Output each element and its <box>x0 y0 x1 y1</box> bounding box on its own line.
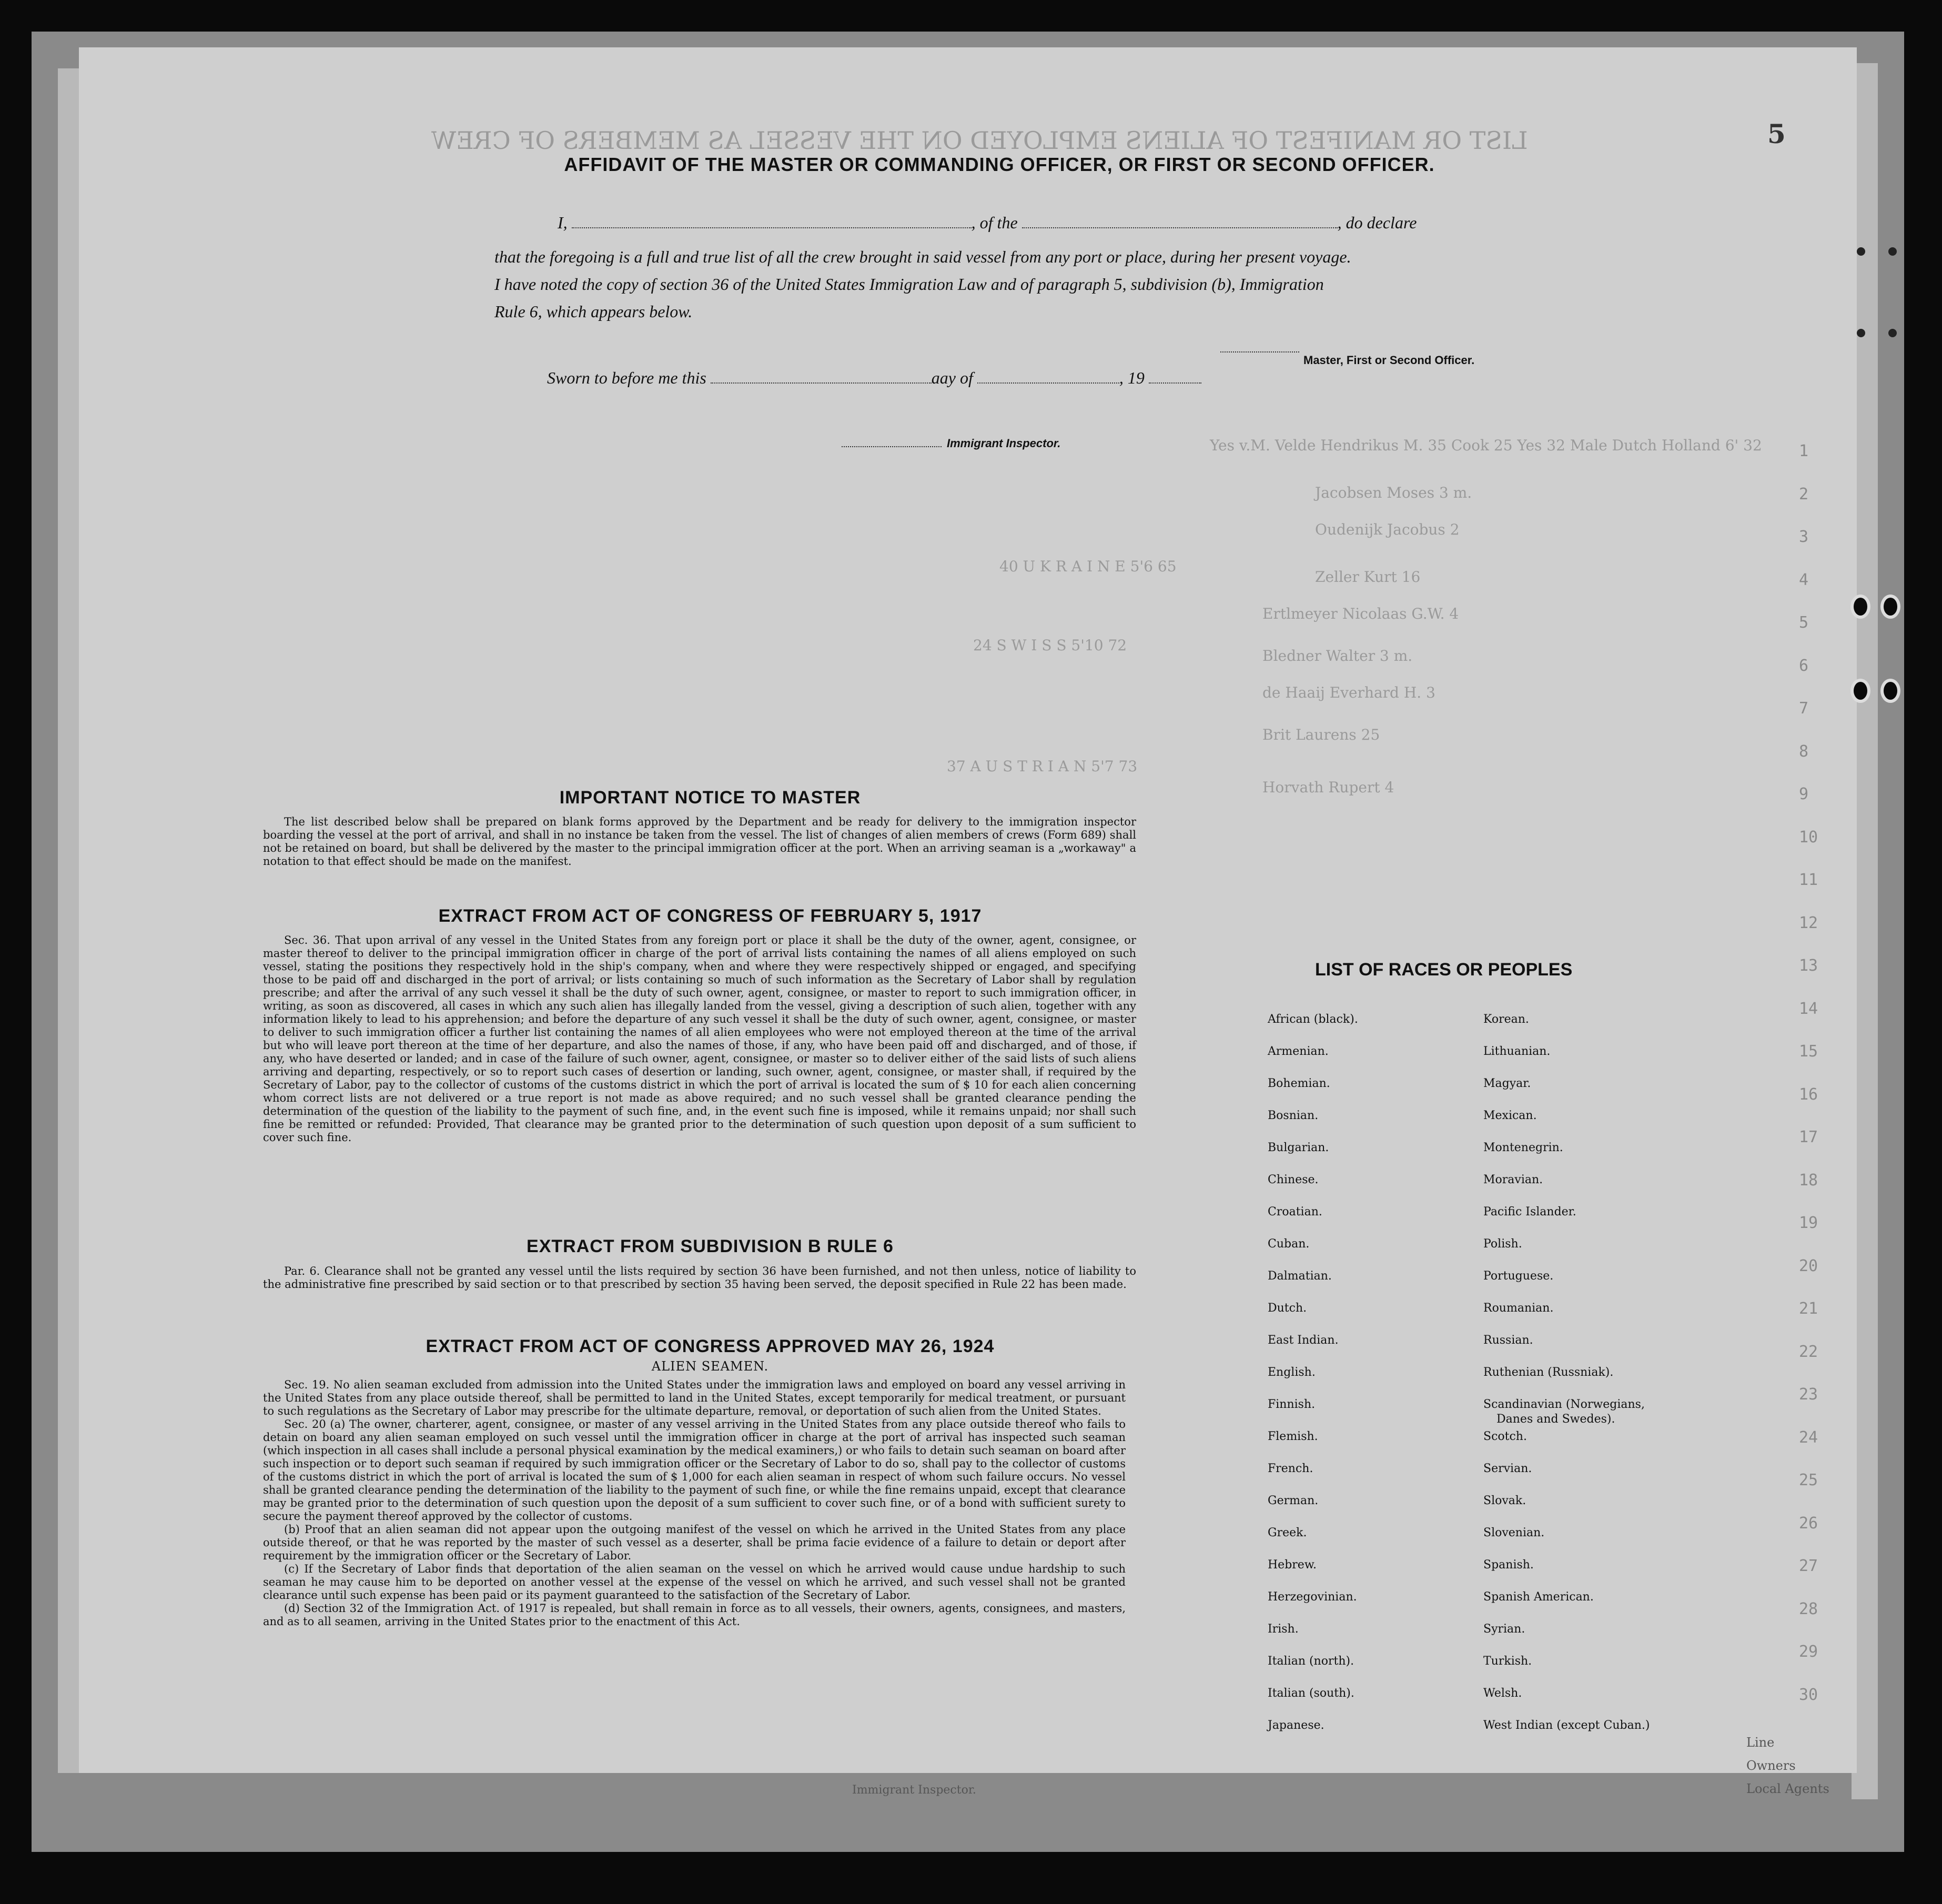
notice-paragraph: The list described below shall be prepared on blank forms approved by the Department and be ready for delivery to the immigration inspector boarding the vessel at the port of arrival, and shall in no instance be taken from the vessel. The list of changes of alien members of crews (Form 689) shall not be retained on board, but shall be delivered by the master to the principal immigration officer at the port. When an arriving seaman is a „workaway" a notation to that effect should be made on the manifest. <box>263 815 1136 868</box>
ghost-row: 37 A U S T R I A N 5'7 73 <box>947 758 1138 775</box>
row-number: 3 <box>1799 528 1809 546</box>
sworn-start: Sworn to before me this <box>547 368 706 387</box>
act-1924-subtitle: ALIEN SEAMEN. <box>651 1359 769 1374</box>
ghost-row: Brit Laurens 25 <box>1262 726 1380 743</box>
race-item: Scotch. <box>1483 1430 1527 1443</box>
race-item: Finnish. <box>1268 1398 1316 1411</box>
race-item: Slovak. <box>1483 1494 1526 1507</box>
race-item: Cuban. <box>1268 1237 1310 1251</box>
race-item: Montenegrin. <box>1483 1141 1563 1154</box>
ghost-row: de Haaij Everhard H. 3 <box>1262 684 1435 701</box>
rule6-title: EXTRACT FROM SUBDIVISION B RULE 6 <box>527 1236 894 1256</box>
affidavit-line-3: I have noted the copy of section 36 of the United States Immigration Law and of paragraph 5, subdivision (b), Immigration <box>494 275 1324 294</box>
race-item: Flemish. <box>1268 1430 1318 1443</box>
bottom-label: Owners <box>1746 1758 1796 1773</box>
rule6-paragraph: Par. 6. Clearance shall not be granted any vessel until the lists required by section 36 have been furnished, and not then unless, notice of liability to the administrative fine prescribed by said section or to that prescribed by section 35 having been served, the deposit specified in Rule 22 has been made. <box>263 1265 1136 1291</box>
row-number: 12 <box>1799 913 1818 932</box>
affidavit-line-4: Rule 6, which appears below. <box>494 302 693 321</box>
inspector-signature-blank <box>842 446 942 447</box>
punch-mark-icon <box>1857 329 1865 337</box>
race-item: Dutch. <box>1268 1302 1307 1315</box>
binder-ring-icon <box>1850 679 1870 703</box>
row-number: 20 <box>1799 1256 1818 1275</box>
row-number: 25 <box>1799 1471 1818 1489</box>
affidavit-line-1 <box>558 213 1417 233</box>
race-item: Hebrew. <box>1268 1558 1317 1571</box>
affidavit-i: I, <box>558 213 568 232</box>
race-item: Italian (north). <box>1268 1655 1354 1668</box>
race-item: Pacific Islander. <box>1483 1205 1576 1218</box>
sworn-year: , 19 <box>1119 368 1145 387</box>
race-item: English. <box>1268 1366 1316 1379</box>
act-1924-sec20a: Sec. 20 (a) The owner, charterer, agent, consignee, or master of any vessel arriving in the United States from any place outside thereof who fails to detain on board any alien seaman employed on such vessel until the immigration officer in charge at the port of arrival has inspected such seaman (which inspection in all cases shall include a personal physical examination by the medical examiners,) or who fails to detain such seaman on board after such inspection or to deport such seaman if required by such immigration officer or the Secretary of Labor to do so, shall pay to the collector of customs of the customs district in which the port of arrival is located the sum of $ 1,000 for each alien seaman in respect of whom such failure occurs. No vessel shall be granted clearance pending the determination of the liability to the payment of such fine, or while the fine remains unpaid, except that clearance may be granted prior to the determination of such question upon the deposit of a sum sufficient to cover such fine, or of a bond with sufficient surety to secure the payment thereof approved by the collector of customs. <box>263 1418 1126 1523</box>
row-number: 17 <box>1799 1128 1818 1146</box>
row-number: 5 <box>1799 613 1809 632</box>
race-item: Ruthenian (Russniak). <box>1483 1366 1614 1379</box>
row-number: 27 <box>1799 1557 1818 1575</box>
inspector-label: Immigrant Inspector. <box>947 437 1061 450</box>
page-number: 5 <box>1767 118 1786 149</box>
punch-mark-icon <box>1888 247 1897 256</box>
row-number: 29 <box>1799 1643 1818 1661</box>
race-item: Italian (south). <box>1268 1687 1354 1700</box>
race-item: Herzegovinian. <box>1268 1590 1357 1604</box>
row-number: 18 <box>1799 1171 1818 1190</box>
master-signature-blank <box>1220 351 1299 352</box>
race-item: Croatian. <box>1268 1205 1322 1218</box>
act-1924-text <box>263 1378 1126 1628</box>
race-item: African (black). <box>1268 1013 1358 1026</box>
ghost-row: Bledner Walter 3 m. <box>1262 647 1413 664</box>
race-item: East Indian. <box>1268 1334 1339 1347</box>
race-item: Armenian. <box>1268 1045 1329 1058</box>
race-item: Russian. <box>1483 1334 1533 1347</box>
ghost-row: Oudenijk Jacobus 2 <box>1315 521 1460 538</box>
ghost-row: Ertlmeyer Nicolaas G.W. 4 <box>1262 605 1459 622</box>
race-item: Turkish. <box>1483 1655 1532 1668</box>
ghost-row: Zeller Kurt 16 <box>1315 568 1421 586</box>
race-item: Lithuanian. <box>1483 1045 1551 1058</box>
vessel-blank <box>1022 227 1338 228</box>
punch-mark-icon <box>1857 247 1865 256</box>
name-blank <box>572 227 972 228</box>
race-item: Scandinavian (Norwegians, <box>1483 1398 1645 1411</box>
sworn-mid: aay of <box>931 368 973 387</box>
row-number: 30 <box>1799 1685 1818 1704</box>
act-1924-title: EXTRACT FROM ACT OF CONGRESS APPROVED MAY 26, 1924 <box>426 1336 995 1356</box>
row-number: 28 <box>1799 1599 1818 1618</box>
act-1924-sec20c: (c) If the Secretary of Labor finds that deportation of the alien seaman on the vessel on which he arrived would cause undue hardship to such seaman he may cause him to be deported on another vessel at the expense of the vessel on which he arrived, and such vessel shall not be granted clearance until such expense has been paid or its payment guaranteed to the satisfaction of the Secretary of Labor. <box>263 1563 1126 1601</box>
ghost-row: Horvath Rupert 4 <box>1262 779 1394 796</box>
row-number: 21 <box>1799 1299 1818 1318</box>
binder-ring-icon <box>1880 679 1900 703</box>
notice-title: IMPORTANT NOTICE TO MASTER <box>559 788 861 808</box>
race-item: Korean. <box>1483 1013 1529 1026</box>
sworn-month-blank <box>977 382 1119 384</box>
ghost-header: LIST OR MANIFEST OF ALIENS EMPLOYED ON THE VESSEL AS MEMBERS OF CREW <box>431 126 1528 155</box>
row-number: 14 <box>1799 999 1818 1018</box>
footer-inspector: Immigrant Inspector. <box>852 1784 976 1797</box>
bottom-label: Local Agents <box>1746 1781 1829 1796</box>
ghost-row: Jacobsen Moses 3 m. <box>1315 484 1472 501</box>
row-number: 6 <box>1799 656 1809 675</box>
race-item: Magyar. <box>1483 1077 1531 1090</box>
row-number: 19 <box>1799 1214 1818 1232</box>
row-number: 15 <box>1799 1042 1818 1061</box>
act-1924-sec20b: (b) Proof that an alien seaman did not appear upon the outgoing manifest of the vessel on which he arrived in the United States from any place outside thereof, or that he was reported by the master of such vessel as a deserter, shall be prima facie evidence of a failure to detain or deport after requirement by the immigration officer or the Secretary of Labor. <box>263 1523 1126 1562</box>
affidavit-title: AFFIDAVIT OF THE MASTER OR COMMANDING OFFICER, OR FIRST OR SECOND OFFICER. <box>564 154 1435 175</box>
race-item: Moravian. <box>1483 1173 1543 1186</box>
binder-ring-icon <box>1850 595 1870 619</box>
race-item: Mexican. <box>1483 1109 1537 1122</box>
race-item: Welsh. <box>1483 1687 1522 1700</box>
ghost-row: 40 U K R A I N E 5'6 65 <box>999 558 1177 575</box>
affidavit-declare: , do declare <box>1337 213 1417 232</box>
row-number: 7 <box>1799 699 1809 718</box>
row-number: 16 <box>1799 1085 1818 1104</box>
race-item: Chinese. <box>1268 1173 1319 1186</box>
act-1917-paragraph: Sec. 36. That upon arrival of any vessel in the United States from any foreign port or place it shall be the duty of the owner, agent, consignee, or master thereof to deliver to the principal immigration officer in charge of the port of arrival lists containing the names of all aliens employed on such vessel, stating the positions they respectively hold in the ship's company, when and where they were respectively shipped or engaged, and specifying those to be paid off and discharged in the port of arrival; or lists containing so much of such information as the Secretary of Labor shall by regulation prescribe; and after the arrival of any such vessel it shall be the duty of such owner, agent, consignee, or master to report to such immigration officer, in writing, as soon as discovered, all cases in which any such alien has illegally landed from the vessel, giving a description of such alien, together with any information likely to lead to his apprehension; and before the departure of any such vessel it shall be the duty of such owner, agent, consignee, or master to deliver to such immigration officer a further list containing the names of all alien employees who were not employed thereon at the time of the arrival but who will leave port thereon at the time of her departure, and also the names of those, if any, who have been paid off and discharged, and of those, if any, who have deserted or landed; and in case of the failure of such owner, agent, consignee, or master so to deliver either of the said lists of such aliens arriving and departing, respectively, or so to report such cases of desertion or landing, such owner, agent, consignee, or master shall, if required by the Secretary of Labor, pay to the collector of customs of the customs district in which the port of arrival is located the sum of $ 10 for each alien concerning whom correct lists are not delivered or a true report is not made as above required; and no such vessel shall be granted clearance pending the determination of the question of the liability to the payment of such fine, and, in the event such fine is imposed, while it remains unpaid; nor shall such fine be remitted or refunded: Provided, That clearance may be granted prior to the determination of such question upon deposit of a sum sufficient to cover such fine. <box>263 934 1136 1144</box>
row-number: 10 <box>1799 828 1818 847</box>
row-number: 8 <box>1799 742 1809 761</box>
race-item: French. <box>1268 1462 1313 1475</box>
race-item: Bulgarian. <box>1268 1141 1329 1154</box>
race-item: Bohemian. <box>1268 1077 1330 1090</box>
race-item: Polish. <box>1483 1237 1522 1251</box>
race-item: Greek. <box>1268 1526 1307 1539</box>
row-number: 13 <box>1799 956 1818 975</box>
race-item: Spanish American. <box>1483 1590 1594 1604</box>
race-item: Servian. <box>1483 1462 1532 1475</box>
ghost-row: 24 S W I S S 5'10 72 <box>973 637 1127 654</box>
rule6-text <box>263 1265 1136 1291</box>
race-item: Dalmatian. <box>1268 1270 1332 1283</box>
act-1924-sec19: Sec. 19. No alien seaman excluded from admission into the United States under the immigration laws and employed on board any vessel arriving in the United States from any place outside thereof, shall be permitted to land in the United States, except temporarily for medical treatment, or pursuant to such regulations as the Secretary of Labor may prescribe for the ultimate departure, removal, or deportation of such alien from the United States. <box>263 1378 1126 1417</box>
race-item: Bosnian. <box>1268 1109 1319 1122</box>
sworn-year-blank <box>1149 382 1201 384</box>
row-number: 24 <box>1799 1428 1818 1447</box>
act-1917-text <box>263 934 1136 1144</box>
races-title: LIST OF RACES OR PEOPLES <box>1315 960 1573 980</box>
row-number: 4 <box>1799 570 1809 589</box>
bottom-label: Line <box>1746 1735 1775 1750</box>
affidavit-line-2: that the foregoing is a full and true list of all the crew brought in said vessel from any port or place, during her present voyage. <box>494 247 1351 266</box>
race-item: Slovenian. <box>1483 1526 1545 1539</box>
punch-mark-icon <box>1888 329 1897 337</box>
row-number: 9 <box>1799 785 1809 803</box>
ghost-row: Yes v.M. Velde Hendrikus M. 35 Cook 25 Yes 32 Male Dutch Holland 6' 32 <box>1210 437 1762 454</box>
row-number: 23 <box>1799 1385 1818 1404</box>
race-item: Spanish. <box>1483 1558 1534 1571</box>
binder-ring-icon <box>1880 595 1900 619</box>
race-item: West Indian (except Cuban.) <box>1483 1719 1650 1732</box>
row-number: 11 <box>1799 871 1818 889</box>
act-1924-sec20d: (d) Section 32 of the Immigration Act. of 1917 is repealed, but shall remain in force as to all vessels, their owners, agents, consignees, and masters, and as to all seamen, arriving in the United States prior to the enactment of this Act. <box>263 1602 1126 1628</box>
race-item: Japanese. <box>1268 1719 1324 1732</box>
master-label: Master, First or Second Officer. <box>1303 354 1475 367</box>
race-item: Portuguese. <box>1483 1270 1554 1283</box>
race-item: German. <box>1268 1494 1319 1507</box>
notice-text <box>263 815 1136 868</box>
row-number: 2 <box>1799 485 1809 503</box>
race-item: Irish. <box>1268 1623 1299 1636</box>
race-item: Danes and Swedes). <box>1496 1413 1615 1426</box>
race-item: Roumanian. <box>1483 1302 1554 1315</box>
row-number: 22 <box>1799 1342 1818 1361</box>
row-number: 26 <box>1799 1514 1818 1533</box>
affidavit-of-the: , of the <box>971 213 1018 232</box>
row-number: 1 <box>1799 442 1809 460</box>
sworn-day-blank <box>711 382 932 384</box>
act-1917-title: EXTRACT FROM ACT OF CONGRESS OF FEBRUARY 5, 1917 <box>438 906 982 926</box>
race-item: Syrian. <box>1483 1623 1525 1636</box>
sworn-line <box>547 368 1201 388</box>
